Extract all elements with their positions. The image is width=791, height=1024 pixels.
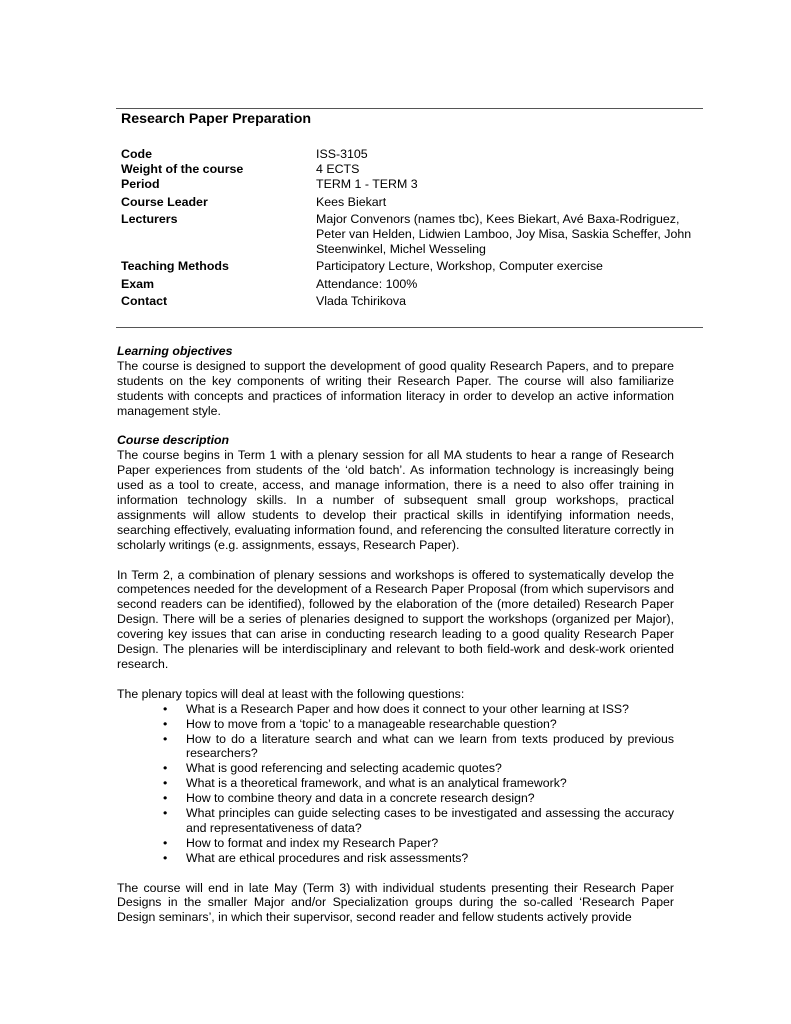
list-item xyxy=(117,761,674,776)
course-description-paragraph-2: In Term 2, a combination of plenary sessions and workshops is offered to systematically develop the competences needed for the development of a Research Paper Proposal (from which supervisors and second readers can be identified), followed by the elaboration of the (more detailed) Research Paper Design. There will be a series of plenaries designed to support the workshops (organized per Major), covering key issues that can arise in conducting research leading to a good quality Research Paper Design. The plenaries will be interdisciplinary and relevant to both field-work and desk-work oriented research. xyxy=(117,567,674,671)
info-value: TERM 1 - TERM 3 xyxy=(316,177,418,192)
list-item xyxy=(117,702,674,717)
course-description-paragraph-1: The course begins in Term 1 with a plenary session for all MA students to hear a range of Research Paper experiences from students of the ‘old batch’. As information technology is increasingly being used as a tool to create, access, and manage information, there is a need to also offer training in information technology skills. In a number of subsequent small group workshops, practical assignments will allow students to develop their practical skills in identifying information needs, searching effectively, evaluating information found, and referencing the consulted literature correctly in scholarly writings (e.g. assignments, essays, Research Paper). xyxy=(117,448,674,552)
spacer xyxy=(117,866,674,881)
info-value: Attendance: 100% xyxy=(316,276,418,291)
info-row-weight xyxy=(121,162,701,177)
bullet-icon: • xyxy=(163,806,168,821)
info-row-exam xyxy=(121,277,701,292)
course-description-paragraph-3: The course will end in late May (Term 3) with individual students presenting their Research Paper Designs in the smaller Major and/or Specialization groups during the so-called ‘Research Paper Design seminars’, in which their supervisor, second reader and fellow students actively provide xyxy=(117,880,674,925)
list-item xyxy=(117,836,674,851)
info-label: Code xyxy=(121,147,152,161)
spacer xyxy=(117,672,674,687)
questions-intro: The plenary topics will deal at least with the following questions: xyxy=(117,686,465,701)
info-row-course-leader xyxy=(121,195,701,210)
info-row-code xyxy=(121,147,701,162)
list-item xyxy=(117,717,674,732)
learning-objectives-text: The course is designed to support the development of good quality Research Papers, and to prepare students on the key components of writing their Research Paper. The course will also familiarize students with concepts and practices of information literacy in order to develop an active information management style. xyxy=(117,358,674,418)
info-value: Kees Biekart xyxy=(316,194,387,209)
bullet-icon: • xyxy=(163,776,168,791)
info-value: ISS-3105 xyxy=(316,147,368,161)
list-item-text: What are ethical procedures and risk assessments? xyxy=(186,850,469,865)
list-item-text: How to do a literature search and what can we learn from texts produced by previous researchers? xyxy=(186,731,674,761)
list-item-text: What is a Research Paper and how does it connect to your other learning at ISS? xyxy=(186,701,629,716)
list-item-text: How to combine theory and data in a concrete research design? xyxy=(186,791,535,806)
learning-objectives-heading: Learning objectives xyxy=(117,344,233,358)
info-label: Lecturers xyxy=(121,211,178,226)
bullet-icon: • xyxy=(163,850,168,865)
bullet-icon: • xyxy=(163,761,168,776)
list-item xyxy=(117,791,674,806)
list-item xyxy=(117,806,674,836)
info-row-teaching-methods xyxy=(121,259,701,274)
info-label: Period xyxy=(121,177,160,192)
bullet-icon: • xyxy=(163,835,168,850)
list-item-text: How to format and index my Research Paper? xyxy=(186,835,439,850)
info-row-contact xyxy=(121,294,701,309)
info-value: 4 ECTS xyxy=(316,162,360,177)
bottom-divider xyxy=(116,327,703,328)
info-label: Weight of the course xyxy=(121,162,244,177)
info-value: Participatory Lecture, Workshop, Computer exercise xyxy=(316,259,603,274)
bullet-icon: • xyxy=(163,716,168,731)
info-label: Teaching Methods xyxy=(121,259,229,274)
bullet-icon: • xyxy=(163,701,168,716)
list-item-text: What is good referencing and selecting academic quotes? xyxy=(186,761,502,776)
list-item xyxy=(117,776,674,791)
info-row-lecturers xyxy=(121,212,701,258)
questions-list xyxy=(117,702,674,866)
info-label: Exam xyxy=(121,276,155,291)
course-description-heading: Course description xyxy=(117,433,230,448)
list-item-text: How to move from a ‘topic’ to a manageable researchable question? xyxy=(186,716,557,731)
list-item xyxy=(117,851,674,866)
list-item xyxy=(117,732,674,762)
course-info-table xyxy=(121,147,701,309)
document-title: Research Paper Preparation xyxy=(121,111,312,127)
info-row-period xyxy=(121,177,701,192)
bullet-icon: • xyxy=(163,731,168,746)
spacer xyxy=(117,419,674,434)
info-label: Contact xyxy=(121,293,168,308)
spacer xyxy=(117,553,674,568)
info-value: Vlada Tchirikova xyxy=(316,293,406,308)
list-item-text: What principles can guide selecting cases to be investigated and assessing the accuracy and representativeness of data? xyxy=(186,806,674,835)
info-label: Course Leader xyxy=(121,194,208,209)
info-value: Major Convenors (names tbc), Kees Biekart, Avé Baxa-Rodriguez, Peter van Helden, Lidwien Lamboo, Joy Misa, Saskia Scheffer, John Steenwinkel, Michel Wesseling xyxy=(316,211,692,257)
document-body xyxy=(117,344,674,925)
top-divider xyxy=(116,108,703,109)
bullet-icon: • xyxy=(163,791,168,806)
list-item-text: What is a theoretical framework, and what is an analytical framework? xyxy=(186,776,567,791)
